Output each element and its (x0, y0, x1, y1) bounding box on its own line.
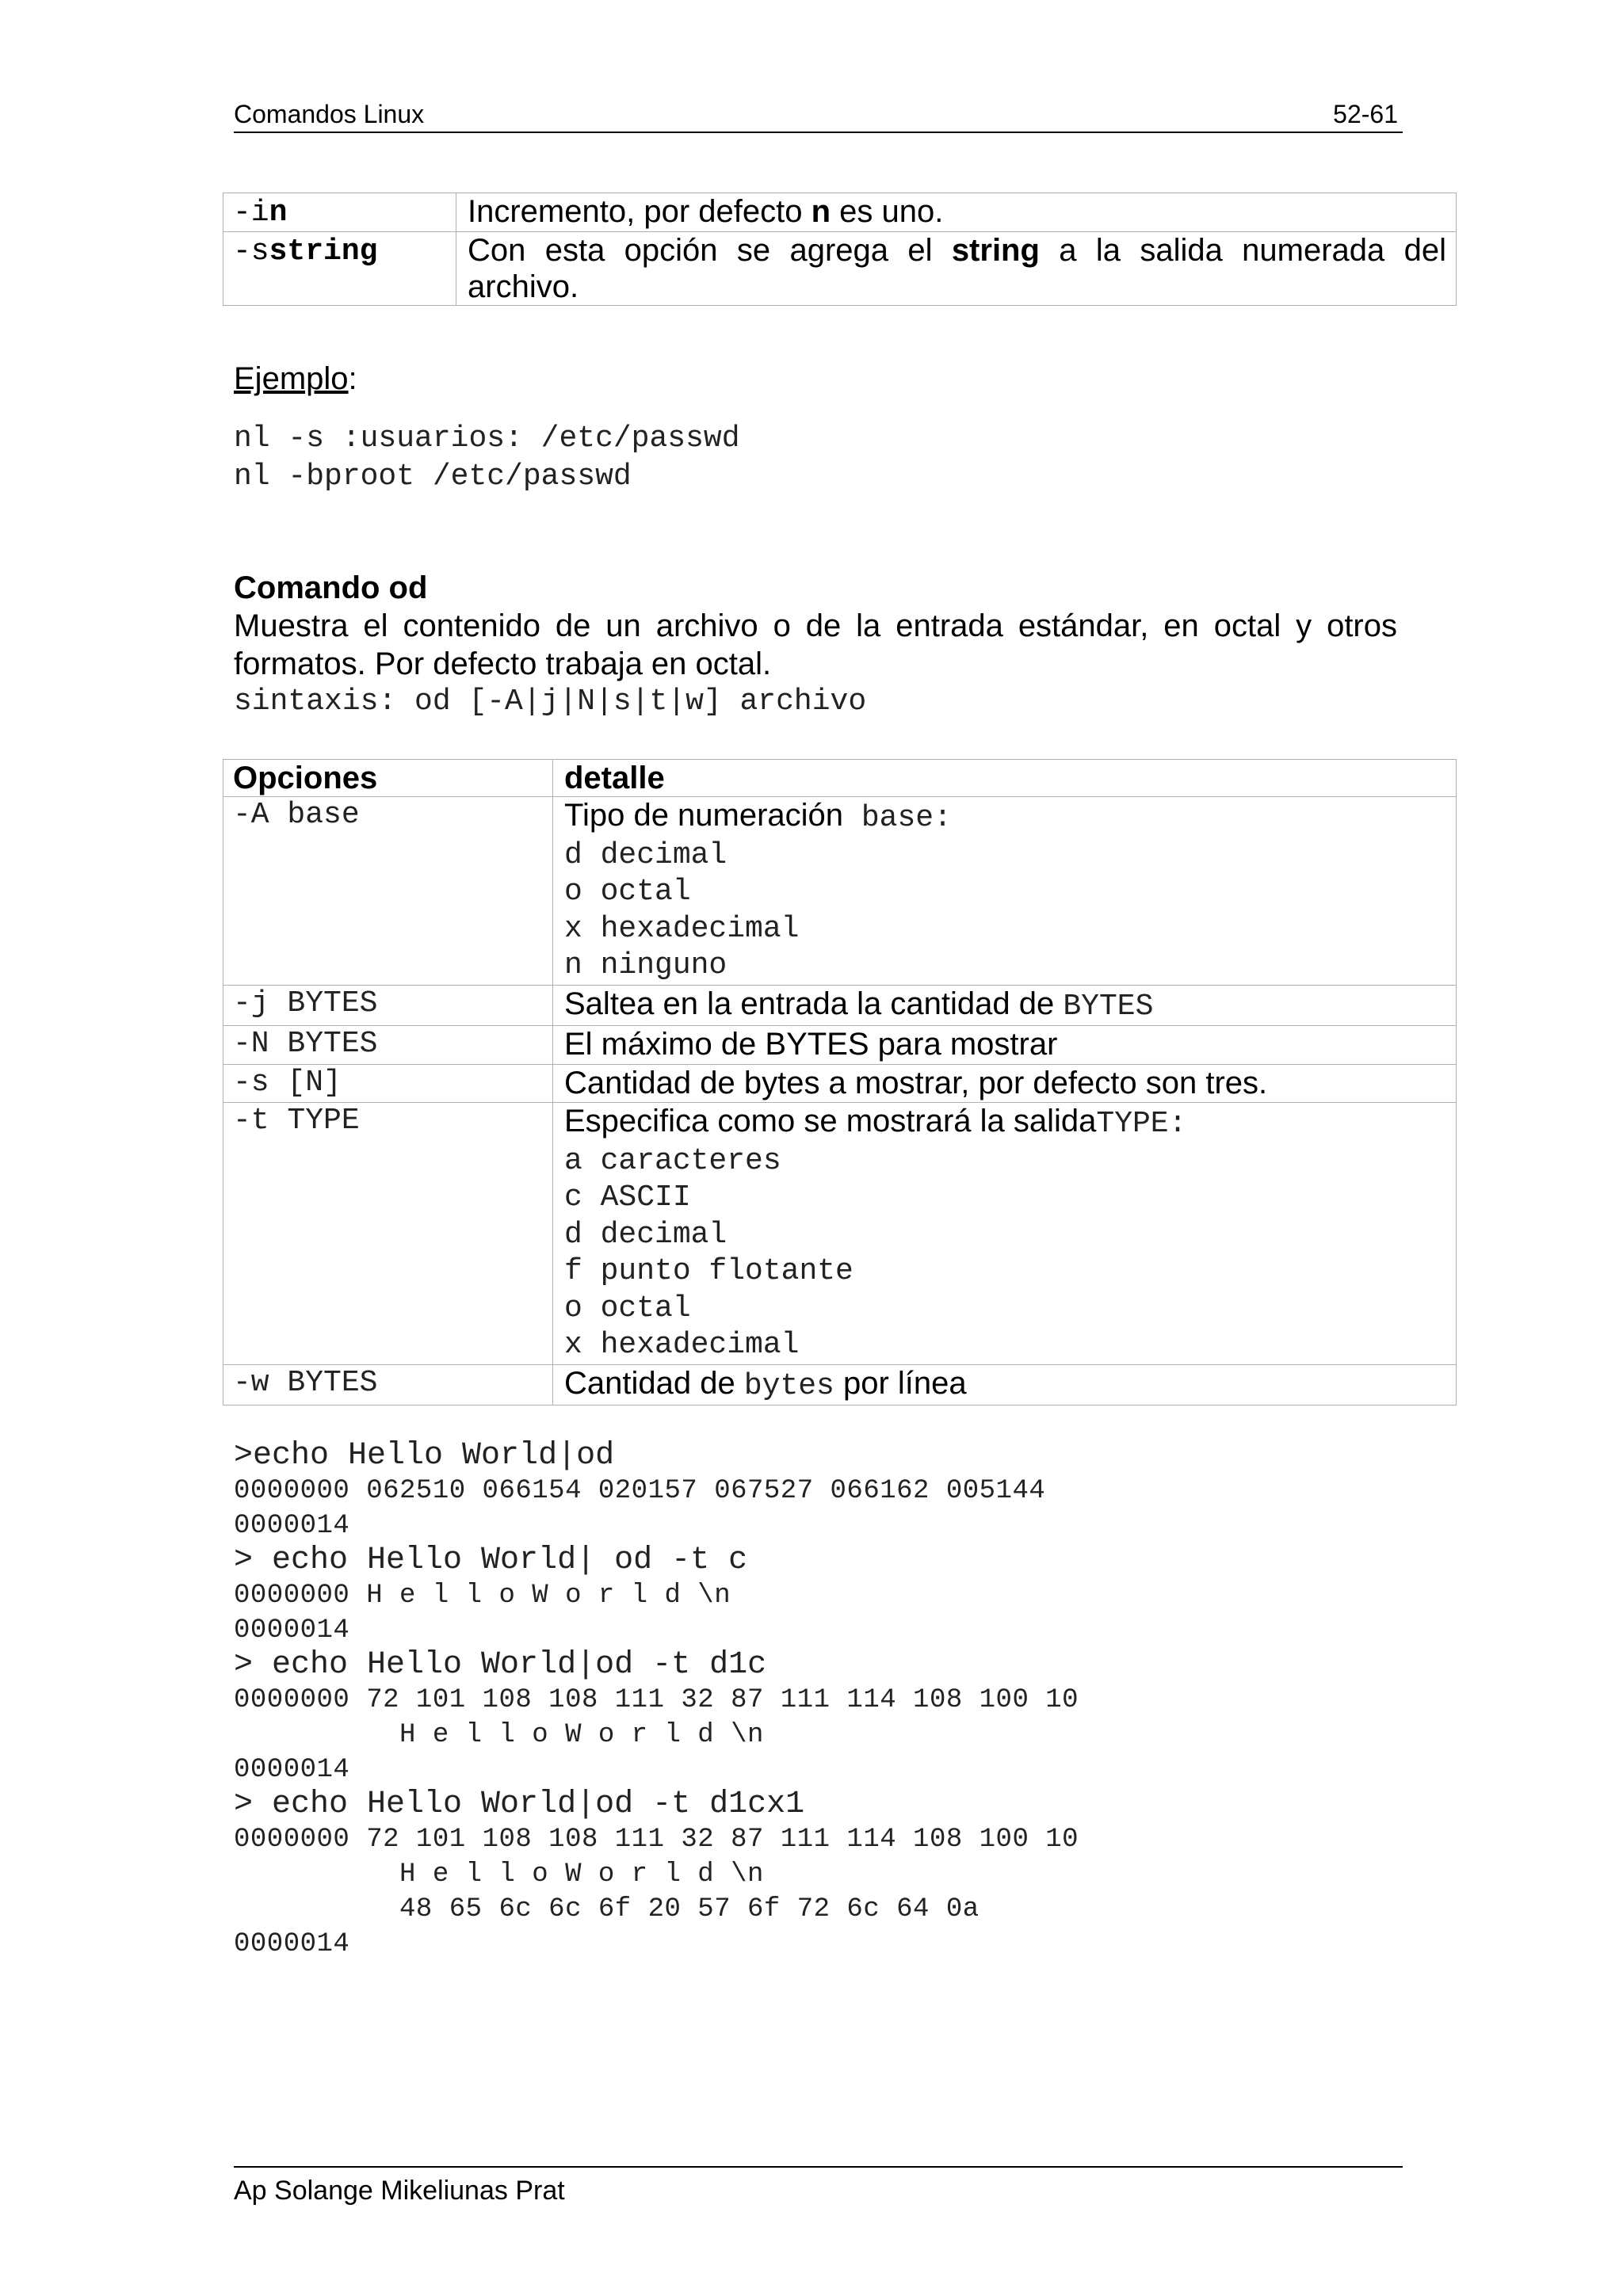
detail-sub-item: a caracteres (564, 1143, 781, 1178)
detail-line (564, 1365, 1456, 1405)
command-line: > echo Hello World|od -t d1c (234, 1647, 767, 1683)
option-cell: -w BYTES (223, 1364, 553, 1405)
detail-sub-item: n ninguno (564, 948, 727, 982)
detail-sub-item: c ASCII (564, 1180, 691, 1215)
option-cell: -s [N] (223, 1064, 553, 1103)
terminal-output (234, 1439, 1079, 1962)
column-header: Opciones (223, 760, 553, 797)
table-row (223, 193, 1457, 232)
output-line: 0000000 72 101 108 108 111 32 87 111 114 108 100 10 (234, 1685, 1079, 1715)
command-line: > echo Hello World|od -t d1cx1 (234, 1787, 805, 1822)
detail-text: Especifica como se mostrará la salida (564, 1104, 1097, 1138)
output-line: H e l l o W o r l d \n (234, 1720, 764, 1750)
detail-line (564, 1065, 1456, 1103)
detail-cell (553, 1364, 1457, 1405)
syntax-line: sintaxis: od [-A|j|N|s|t|w] archivo (234, 685, 867, 719)
column-header: detalle (553, 760, 1457, 797)
output-line: 48 65 6c 6c 6f 20 57 6f 72 6c 64 0a (234, 1894, 980, 1924)
example-code (234, 420, 740, 496)
option-prefix: -i (233, 196, 269, 230)
detail-line (564, 1026, 1456, 1064)
output-line: 0000014 (234, 1511, 350, 1541)
detail-cell (553, 1064, 1457, 1103)
detail-sub-item: d decimal (564, 1217, 727, 1252)
option-cell (223, 232, 456, 306)
table-row (223, 232, 1457, 306)
description-text: Incremento, por defecto (468, 194, 812, 229)
detail-text: Tipo de numeración (564, 798, 844, 833)
table-row (223, 1064, 1457, 1103)
table-row (223, 797, 1457, 986)
detail-code: base: (843, 801, 952, 835)
table-header-row (223, 760, 1457, 797)
detail-text: por línea (834, 1365, 967, 1401)
detail-line (564, 986, 1456, 1026)
description-text: Con esta opción se agrega el (468, 233, 952, 268)
command-line: > echo Hello World| od -t c (234, 1543, 748, 1578)
detail-sub-item: x hexadecimal (564, 1328, 800, 1362)
detail-text: Cantidad de (564, 1365, 744, 1401)
option-cell: -t TYPE (223, 1103, 553, 1365)
section-title: Comando od (234, 570, 428, 605)
description-text: a la salida numerada del archivo. (468, 233, 1447, 304)
section-description: Muestra el contenido de un archivo o de la entrada estándar, en octal y otros formatos. Por defecto trabaja en octal. (234, 608, 1397, 681)
option-prefix: -s (233, 235, 269, 269)
output-line: 0000000 062510 066154 020157 067527 066162 005144 (234, 1476, 1046, 1506)
detail-sub-item: x hexadecimal (564, 911, 800, 946)
table-row (223, 1364, 1457, 1405)
example-label: Ejemplo (234, 361, 349, 396)
option-arg: n (269, 196, 288, 230)
example-colon: : (348, 361, 357, 396)
output-line: H e l l o W o r l d \n (234, 1859, 764, 1890)
code-line: nl -s :usuarios: /etc/passwd (234, 421, 740, 456)
page-header (234, 95, 1403, 133)
detail-sub-item: f punto flotante (564, 1254, 854, 1288)
output-line: 0000000 H e l l o W o r l d \n (234, 1581, 731, 1611)
nl-options-table (223, 193, 1457, 306)
detail-code: BYTES (1063, 989, 1154, 1024)
detail-text: Cantidad de bytes a mostrar, por defecto son tres. (564, 1065, 1268, 1100)
output-line: 0000014 (234, 1929, 350, 1959)
od-options-table (223, 759, 1457, 1405)
option-cell: -j BYTES (223, 985, 553, 1026)
description-text: es uno. (831, 194, 944, 229)
detail-sub-item: o octal (564, 875, 691, 909)
table-row (223, 1103, 1457, 1365)
description-cell (456, 193, 1457, 232)
option-cell (223, 193, 456, 232)
example-heading (234, 361, 357, 397)
detail-code: TYPE: (1096, 1107, 1187, 1141)
description-cell (456, 232, 1457, 306)
command-line: >echo Hello World|od (234, 1438, 615, 1474)
option-cell: -N BYTES (223, 1026, 553, 1065)
output-line: 0000014 (234, 1755, 350, 1785)
detail-sub-item: o octal (564, 1291, 691, 1325)
option-cell: -A base (223, 797, 553, 986)
table-row (223, 1026, 1457, 1065)
detail-cell (553, 797, 1457, 986)
page-footer (234, 2166, 1403, 2206)
detail-cell (553, 1103, 1457, 1365)
table-row (223, 985, 1457, 1026)
output-line: 0000014 (234, 1615, 350, 1646)
detail-line (564, 1103, 1456, 1143)
code-line: nl -bproot /etc/passwd (234, 460, 632, 494)
detail-sub-item: d decimal (564, 837, 727, 872)
detail-text: El máximo de BYTES para mostrar (564, 1027, 1058, 1062)
page-number: 52-61 (1333, 100, 1398, 128)
detail-text: Saltea en la entrada la cantidad de (564, 986, 1064, 1021)
detail-cell (553, 985, 1457, 1026)
author-name: Ap Solange Mikeliunas Prat (234, 2176, 565, 2206)
detail-line (564, 797, 1456, 837)
document-title: Comandos Linux (234, 100, 425, 128)
detail-code: bytes (743, 1368, 834, 1403)
detail-cell (553, 1026, 1457, 1065)
description-bold: string (951, 233, 1040, 268)
output-line: 0000000 72 101 108 108 111 32 87 111 114 108 100 10 (234, 1825, 1079, 1855)
description-bold: n (811, 194, 831, 229)
option-arg: string (269, 235, 378, 269)
